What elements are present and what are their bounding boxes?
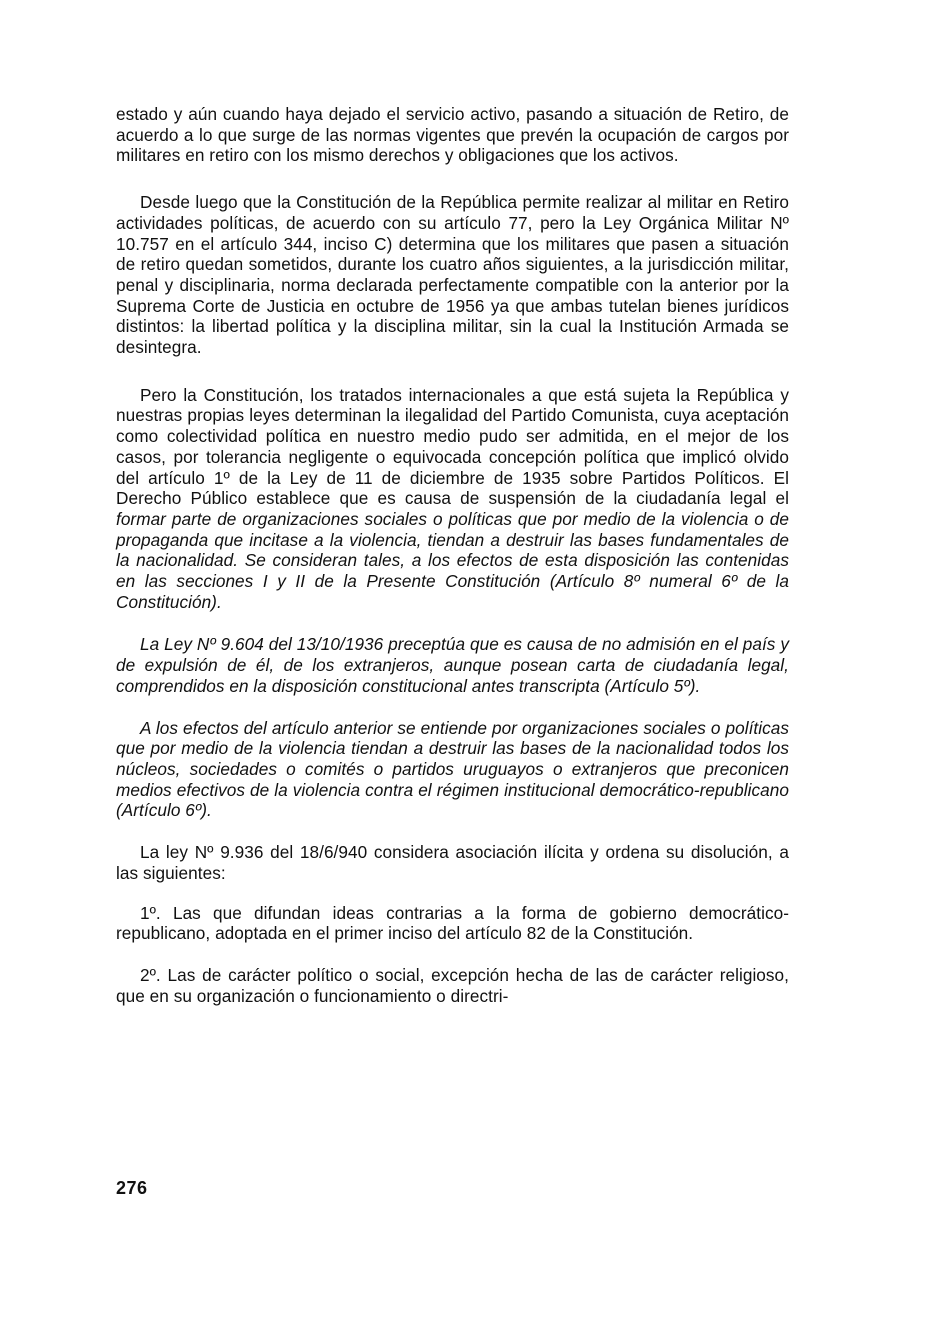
paragraph-2 (116, 192, 789, 358)
paragraph-6 (116, 842, 789, 883)
paragraph-1 (116, 104, 789, 166)
paragraph-1-text: estado y aún cuando haya dejado el servicio activo, pasando a situación de Retiro, de acuerdo a lo que surge de las normas vigentes que prevén la ocupación de cargos por militares en retiro con los mismo derechos y obligaciones que los activos. (116, 104, 789, 166)
paragraph-3-italic-quote: formar parte de organizaciones sociales o políticas que por medio de la violencia o de propaganda que incitase a la violencia, tiendan a destruir las bases fundamentales de la nacionalidad. Se consideran tales, a los efectos de esta disposición las contenidas en las secciones I y II de la Presente Constitución (Artículo 8º numeral 6º de la Constitución). (116, 508, 789, 612)
list-item-1-text: 1º. Las que difundan ideas contrarias a la forma de gobierno democrático-republicano, adoptada en el primer inciso del artículo 82 de la Constitución. (116, 902, 789, 944)
paragraph-4-text: La Ley Nº 9.604 del 13/10/1936 preceptúa que es causa de no admisión en el país y de expulsión de él, de los extranjeros, aunque posean carta de ciudadanía legal, comprendidos en la disposición constitucional antes transcripta (Artículo 5º). (116, 634, 789, 696)
page-number: 276 (116, 1178, 148, 1198)
paragraph-5-quote (116, 718, 789, 822)
page-body (116, 104, 789, 1006)
paragraph-5-text: A los efectos del artículo anterior se entiende por organizaciones sociales o políticas que por medio de la violencia tiendan a destruir las bases de la nacionalidad todos los núcleos, sociedades o comités o partidos uruguayos o extranjeros que preconicen medios efectivos de la violencia contra el régimen institucional democrático-republicano (Artículo 6º). (116, 717, 789, 821)
list-item-2 (116, 965, 789, 1006)
paragraph-6-text: La ley Nº 9.936 del 18/6/940 considera asociación ilícita y ordena su disolución, a las siguientes: (116, 842, 789, 883)
list-item-1 (116, 903, 789, 944)
list-item-2-text: 2º. Las de carácter político o social, excepción hecha de las de carácter religioso, que en su organización o funcionamiento o directri- (116, 964, 789, 1006)
paragraph-2-text: Desde luego que la Constitución de la República permite realizar al militar en Retiro actividades políticas, de acuerdo con su artículo 77, pero la Ley Orgánica Militar Nº 10.757 en el artículo 344, inciso C) determina que los militares que pasen a situación de retiro quedan sometidos, durante los cuatro años siguientes, a la jurisdicción militar, penal y disciplinaria, norma declarada perfectamente compatible con la anterior por la Suprema Corte de Justicia en octubre de 1956 ya que ambas tutelan bienes jurídicos distintos: la libertad política y la disciplina militar, sin la cual la Institución Armada se desintegra. (116, 192, 789, 358)
paragraph-3 (116, 385, 789, 613)
paragraph-4-quote (116, 634, 789, 696)
paragraph-3-text: Pero la Constitución, los tratados internacionales a que está sujeta la República y nuestras propias leyes determinan la ilegalidad del Partido Comunista, cuya aceptación como colectividad política en nuestro medio pudo ser admitida, en el mejor de los casos, por tolerancia negligente o equivocada concepción política que implicó olvido del artículo 1º de la Ley de 11 de diciembre de 1935 sobre Partidos Políticos. El Derecho Público establece que es causa de suspensión de la ciudadanía legal el (116, 384, 789, 509)
